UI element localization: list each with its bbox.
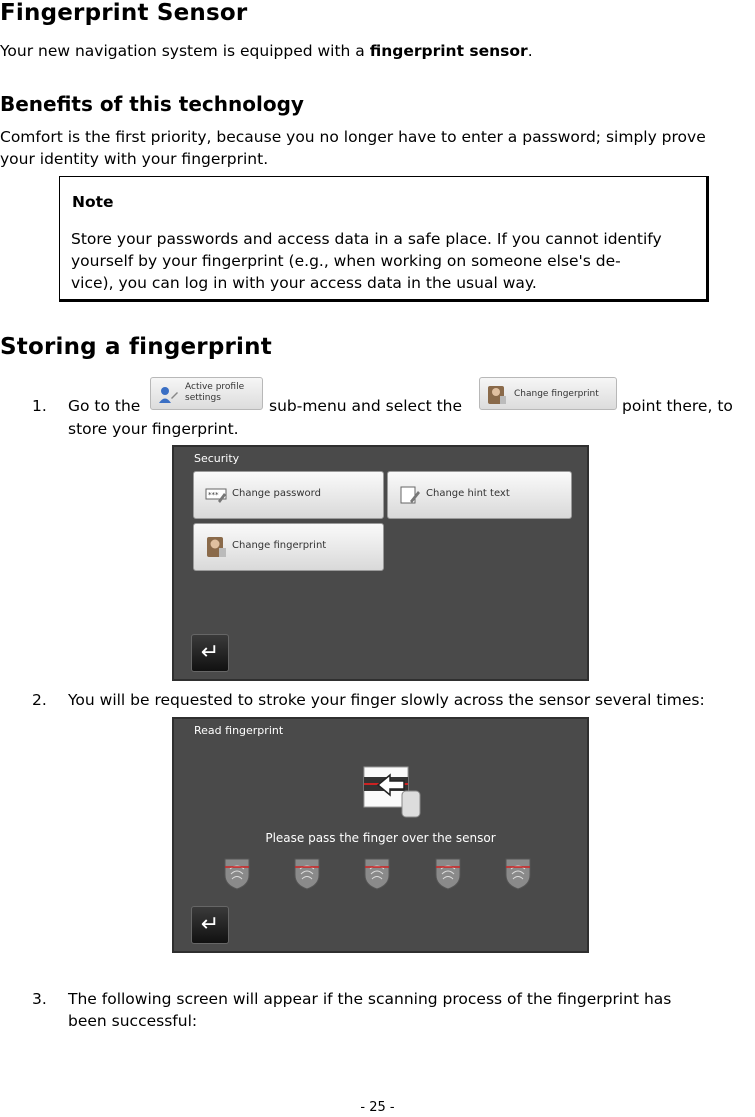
change-password-button[interactable] (193, 471, 384, 519)
change-fingerprint-inline-label: Change fingerprint (514, 389, 599, 399)
step-3-line-2: been successful: (68, 1012, 198, 1030)
fingerprint-shield-icon (502, 855, 534, 891)
read-fingerprint-message: Please pass the finger over the sensor (265, 831, 496, 845)
step-1-number: 1. (32, 397, 47, 415)
swipe-finger-icon (362, 761, 424, 821)
active-profile-label-line-1: Active profile (185, 382, 245, 392)
change-fingerprint-button[interactable] (193, 523, 384, 571)
fingerprint-shield-icon (361, 855, 393, 891)
step-3-number: 3. (32, 990, 47, 1008)
profile-icon (157, 384, 179, 406)
fingerprint-shield-icon (221, 855, 253, 891)
change-fingerprint-label: Change fingerprint (232, 540, 327, 551)
fingerprint-shield-icon (291, 855, 323, 891)
intro-text: Your new navigation system is equipped with a (0, 42, 370, 60)
back-button[interactable]: ↵ (191, 634, 229, 672)
active-profile-label-line-2: settings (185, 393, 221, 403)
page-title: Fingerprint Sensor (0, 0, 248, 26)
change-password-label: Change password (232, 488, 321, 499)
change-fingerprint-inline-button[interactable] (479, 377, 617, 410)
read-fingerprint-title: Read fingerprint (194, 724, 284, 737)
step-3-line-1: The following screen will appear if the scanning process of the fingerprint has (68, 990, 672, 1008)
security-screen (172, 445, 589, 681)
back-button[interactable]: ↵ (191, 906, 229, 944)
security-screen-title: Security (194, 452, 240, 465)
fingerprint-shield-icon (432, 855, 464, 891)
intro-paragraph (0, 40, 533, 62)
read-fingerprint-screen (172, 717, 589, 953)
change-hint-text-button[interactable] (387, 471, 572, 519)
benefits-line-1: Comfort is the first priority, because you no longer have to enter a password; simply prove (0, 128, 706, 146)
step-1-text-d: store your fingerprint. (68, 420, 239, 438)
benefits-line-2: your identity with your fingerprint. (0, 150, 269, 168)
step-1-text-c: point there, to (622, 397, 733, 415)
step-2-text: You will be requested to stroke your finger slowly across the sensor several times: (68, 691, 705, 709)
note-line-2: yourself by your fingerprint (e.g., when working on someone else's de- (71, 252, 621, 270)
password-icon (204, 483, 228, 507)
intro-suffix: . (527, 42, 533, 60)
change-hint-text-label: Change hint text (426, 488, 510, 499)
storing-heading: Storing a fingerprint (0, 334, 272, 360)
fingerprint-person-icon (486, 384, 508, 406)
benefits-heading: Benefits of this technology (0, 92, 304, 116)
note-title: Note (72, 193, 114, 211)
intro-bold: fingerprint sensor (369, 42, 528, 60)
note-box (59, 176, 709, 302)
note-line-3: vice), you can log in with your access data in the usual way. (71, 274, 537, 292)
hint-edit-icon (398, 483, 422, 507)
svg-text:***: *** (208, 491, 219, 499)
page-number: - 25 - (360, 1100, 395, 1115)
note-text (71, 228, 703, 294)
step-1-text-b: sub-menu and select the (269, 397, 463, 415)
note-line-1: Store your passwords and access data in a safe place. If you cannot identify (71, 230, 662, 248)
active-profile-settings-button[interactable] (150, 377, 263, 410)
step-2-number: 2. (32, 691, 47, 709)
step-1-text-a: Go to the (68, 397, 141, 415)
fingerprint-person-icon (204, 535, 228, 559)
